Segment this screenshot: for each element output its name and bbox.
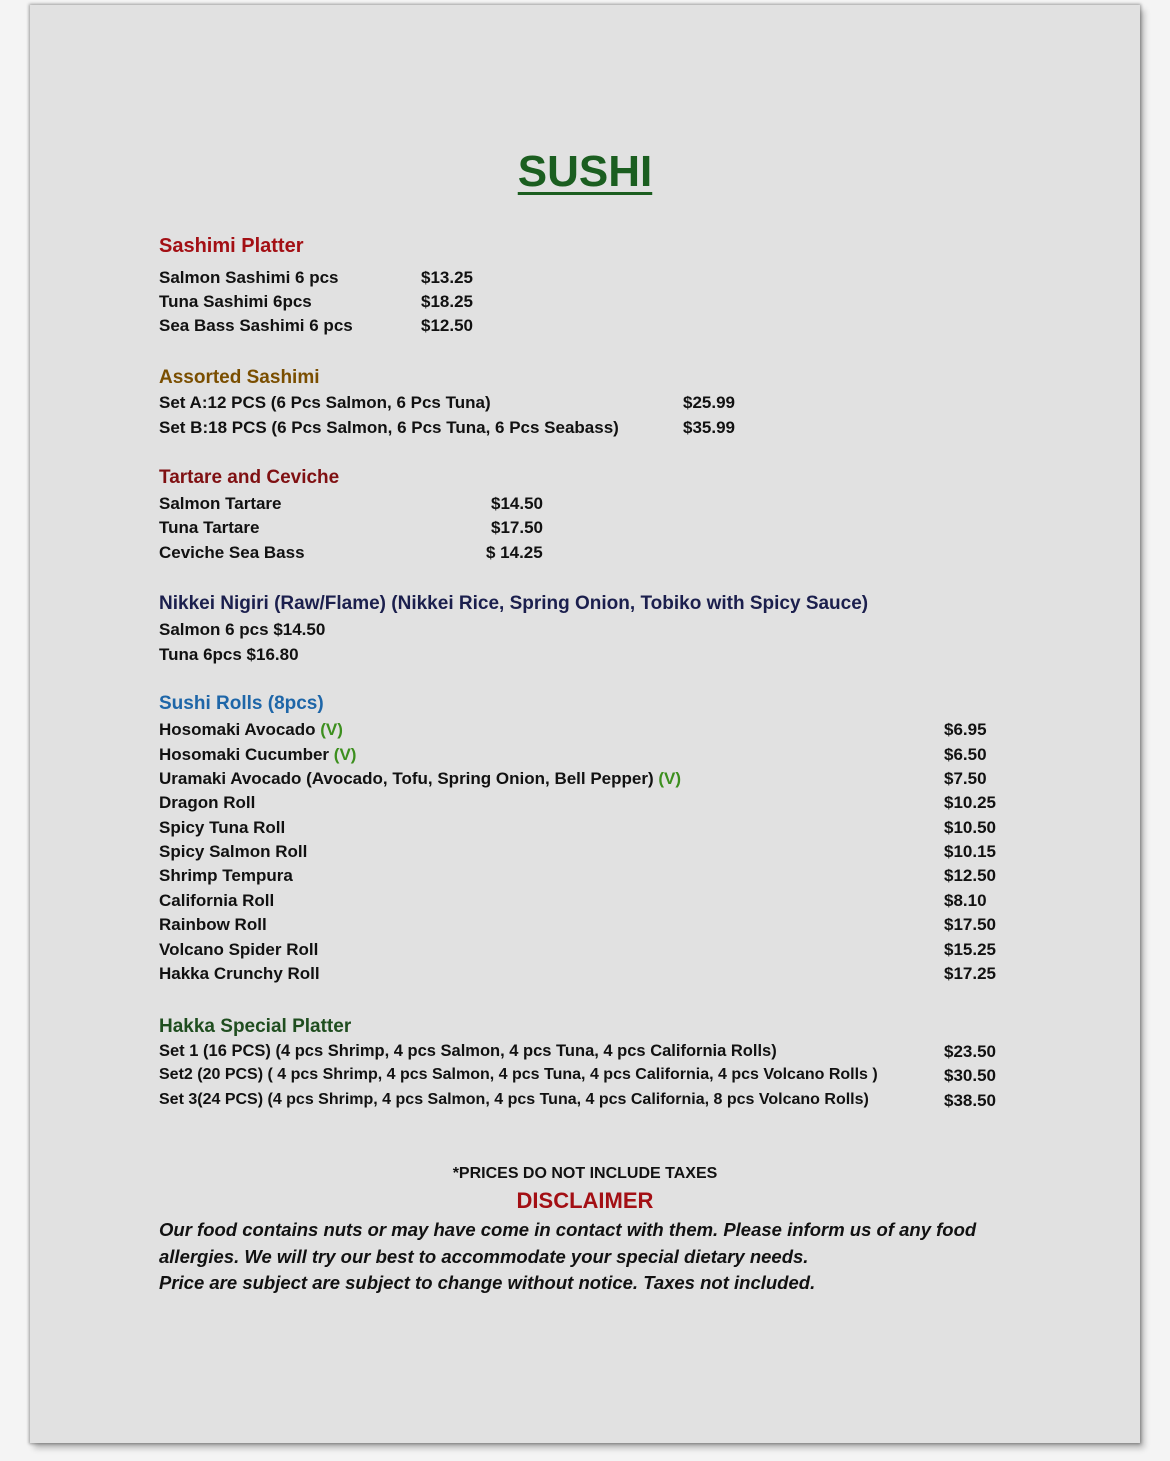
item-name: Tuna Tartare	[159, 518, 260, 537]
item-price: $15.25	[944, 940, 996, 959]
vegetarian-tag: (V)	[658, 769, 682, 788]
item-name: Sea Bass Sashimi 6 pcs	[159, 316, 353, 335]
item-price: $ 14.25	[486, 543, 543, 562]
item-price: $10.50	[944, 818, 996, 837]
section-heading-sashimi-platter: Sashimi Platter	[159, 235, 304, 257]
item-name: Hosomaki Avocado (V)	[159, 720, 343, 739]
item-price: $12.50	[421, 316, 473, 335]
item-line: Salmon 6 pcs $14.50	[159, 620, 326, 639]
section-heading-tartare-ceviche: Tartare and Ceviche	[159, 467, 340, 488]
item-name: Set 1 (16 PCS) (4 pcs Shrimp, 4 pcs Salmon, 4 pcs Tuna, 4 pcs California Rolls)	[159, 1042, 777, 1060]
item-price: $25.99	[683, 393, 735, 412]
item-price: $6.50	[944, 745, 987, 764]
item-price: $35.99	[683, 418, 735, 437]
item-name: Set2 (20 PCS) ( 4 pcs Shrimp, 4 pcs Salmon, 4 pcs Tuna, 4 pcs California, 4 pcs Volcano Rolls )	[159, 1066, 878, 1083]
item-name: Set A:12 PCS (6 Pcs Salmon, 6 Pcs Tuna)	[159, 393, 491, 412]
item-name: Tuna Sashimi 6pcs	[159, 292, 312, 311]
item-price: $6.95	[944, 720, 987, 739]
tax-note: *PRICES DO NOT INCLUDE TAXES	[452, 1165, 718, 1182]
item-name: Volcano Spider Roll	[159, 940, 319, 959]
item-name: Shrimp Tempura	[159, 866, 293, 885]
item-name: Set 3(24 PCS) (4 pcs Shrimp, 4 pcs Salmon, 4 pcs Tuna, 4 pcs California, 8 pcs Volcano Rolls)	[159, 1091, 869, 1108]
item-name: Salmon Tartare	[159, 494, 282, 513]
vegetarian-tag: (V)	[320, 720, 343, 739]
disclaimer-heading: DISCLAIMER	[516, 1188, 654, 1213]
item-line: Tuna 6pcs $16.80	[159, 645, 299, 664]
section-heading-assorted-sashimi: Assorted Sashimi	[159, 367, 320, 388]
item-price: $13.25	[421, 268, 473, 287]
item-price: $12.50	[944, 866, 996, 885]
item-name: Hosomaki Cucumber (V)	[159, 745, 357, 764]
section-heading-sushi-rolls: Sushi Rolls (8pcs)	[159, 693, 324, 714]
section-heading-hakka-special: Hakka Special Platter	[159, 1016, 352, 1037]
item-name: Hakka Crunchy Roll	[159, 964, 320, 983]
item-price: $17.50	[491, 518, 543, 537]
item-name: Rainbow Roll	[159, 915, 267, 934]
item-name: California Roll	[159, 891, 275, 910]
item-price: $18.25	[421, 292, 473, 311]
item-name: Dragon Roll	[159, 793, 256, 812]
item-price: $30.50	[944, 1066, 996, 1085]
disclaimer-line: Price are subject are subject to change without notice. Taxes not included.	[159, 1272, 816, 1293]
item-price: $38.50	[944, 1091, 996, 1110]
item-name: Uramaki Avocado (Avocado, Tofu, Spring Onion, Bell Pepper) (V)	[159, 769, 682, 788]
item-name: Ceviche Sea Bass	[159, 543, 305, 562]
item-price: $8.10	[944, 891, 987, 910]
item-name: Salmon Sashimi 6 pcs	[159, 268, 339, 287]
item-name: Set B:18 PCS (6 Pcs Salmon, 6 Pcs Tuna, 6 Pcs Seabass)	[159, 418, 619, 437]
vegetarian-tag: (V)	[333, 745, 357, 764]
disclaimer-line: allergies. We will try our best to accommodate your special dietary needs.	[159, 1246, 809, 1267]
menu-page	[30, 5, 1140, 1443]
item-price: $17.50	[944, 915, 996, 934]
item-name: Spicy Salmon Roll	[159, 842, 308, 861]
menu-title: SUSHI	[517, 147, 653, 196]
section-heading-nikkei-nigiri: Nikkei Nigiri (Raw/Flame) (Nikkei Rice, Spring Onion, Tobiko with Spicy Sauce)	[159, 593, 869, 614]
item-price: $7.50	[944, 769, 987, 788]
item-price: $10.25	[944, 793, 996, 812]
item-price: $17.25	[944, 964, 996, 983]
item-price: $23.50	[944, 1042, 996, 1061]
item-name: Spicy Tuna Roll	[159, 818, 286, 837]
item-price: $10.15	[944, 842, 996, 861]
disclaimer-line: Our food contains nuts or may have come in contact with them. Please inform us of any food	[159, 1219, 977, 1240]
item-price: $14.50	[491, 494, 543, 513]
